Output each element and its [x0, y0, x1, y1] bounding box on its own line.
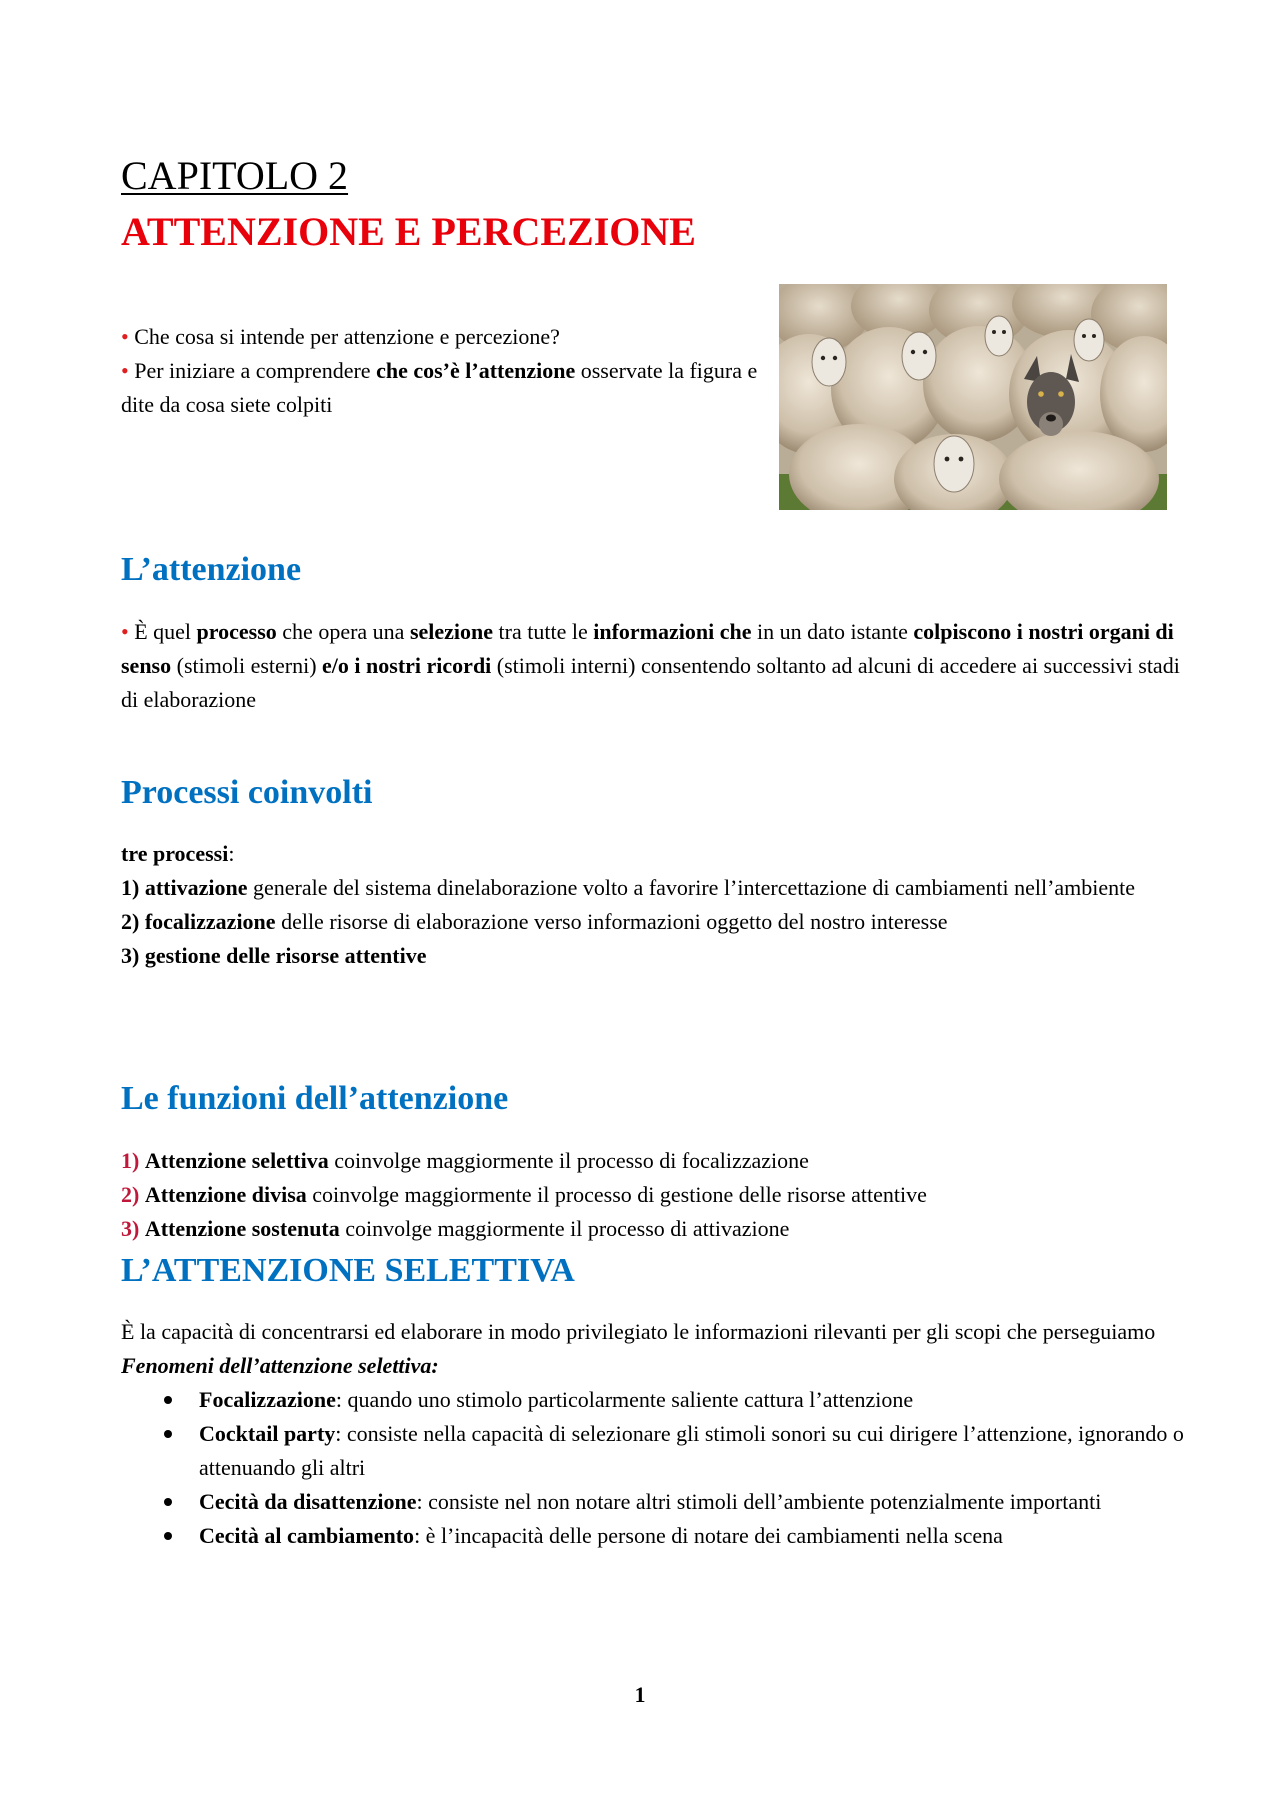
- list-item: 3) Attenzione sostenuta coinvolge maggiormente il processo di attivazione: [121, 1216, 790, 1241]
- intro-question-1: • Che cosa si intende per attenzione e percezione?: [121, 324, 560, 349]
- attenzione-definition: • È quel processo che opera una selezione tra tutte le informazioni che in un dato istante colpiscono i nostri organi di senso (stimoli esterni) e/o i nostri ricordi (stimoli interni) consentendo soltanto ad alcuni di accedere ai successivi stadi di elaborazione: [121, 619, 1180, 712]
- bullet-icon: •: [121, 358, 129, 383]
- funzioni-list: [121, 1144, 1201, 1246]
- page-number: 1: [634, 1682, 646, 1707]
- list-item: Focalizzazione: quando uno stimolo particolarmente saliente cattura l’attenzione: [121, 1383, 1201, 1417]
- bullet-icon: •: [121, 619, 129, 644]
- section-heading-processi: Processi coinvolti: [121, 774, 373, 811]
- intro-block: [121, 320, 771, 422]
- list-item: 1) Attenzione selettiva coinvolge maggiormente il processo di focalizzazione: [121, 1148, 809, 1173]
- bullet-dot-icon: [164, 1498, 172, 1506]
- selettiva-block: [121, 1315, 1201, 1553]
- bullet-dot-icon: [164, 1430, 172, 1438]
- list-item: 2) Attenzione divisa coinvolge maggiormente il processo di gestione delle risorse attentive: [121, 1182, 927, 1207]
- list-item: 2) focalizzazione delle risorse di elaborazione verso informazioni oggetto del nostro interesse: [121, 909, 948, 934]
- selettiva-subheading: Fenomeni dell’attenzione selettiva:: [121, 1353, 439, 1378]
- chapter-label: CAPITOLO 2: [121, 153, 349, 198]
- selettiva-intro: È la capacità di concentrarsi ed elaborare in modo privilegiato le informazioni rilevanti per gli scopi che perseguiamo: [121, 1319, 1156, 1344]
- chapter-title: ATTENZIONE E PERCEZIONE: [121, 209, 696, 254]
- section-heading-funzioni: Le funzioni dell’attenzione: [121, 1080, 509, 1117]
- bullet-icon: •: [121, 324, 129, 349]
- section-heading-selettiva: L’ATTENZIONE SELETTIVA: [121, 1252, 575, 1289]
- sheep-photo-icon: [779, 284, 1167, 510]
- bullet-dot-icon: [164, 1396, 172, 1404]
- intro-question-2: • Per iniziare a comprendere che cos’è l’attenzione osservate la figura e dite da cosa siete colpiti: [121, 358, 758, 417]
- section-heading-attenzione: L’attenzione: [121, 551, 302, 588]
- list-item: Cecità al cambiamento: è l’incapacità delle persone di notare dei cambiamenti nella scena: [121, 1519, 1201, 1553]
- list-item: Cecità da disattenzione: consiste nel non notare altri stimoli dell’ambiente potenzialmente importanti: [121, 1485, 1201, 1519]
- list-item: 3) gestione delle risorse attentive: [121, 943, 427, 968]
- list-item: Cocktail party: consiste nella capacità di selezionare gli stimoli sonori su cui dirigere l’attenzione, ignorando o attenuando gli altri: [121, 1417, 1201, 1485]
- bullet-dot-icon: [164, 1532, 172, 1540]
- processi-list: [121, 837, 1201, 973]
- list-item: 1) attivazione generale del sistema dinelaborazione volto a favorire l’intercettazione di cambiamenti nell’ambiente: [121, 875, 1136, 900]
- processi-intro: tre processi:: [121, 841, 235, 866]
